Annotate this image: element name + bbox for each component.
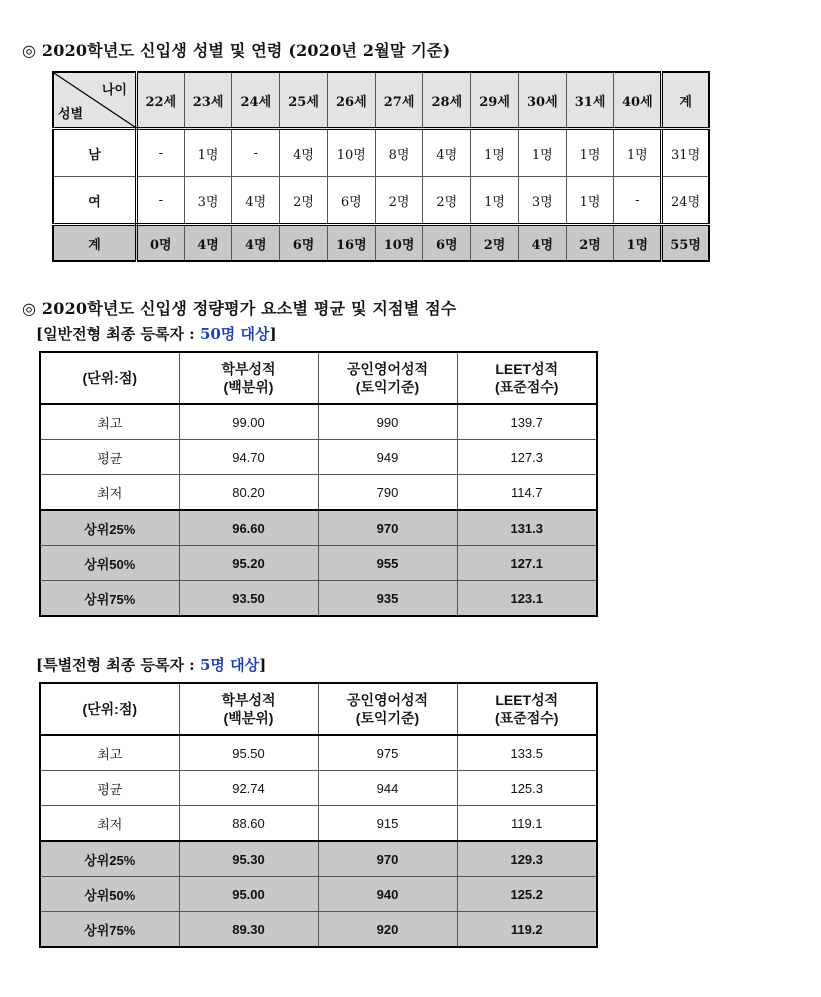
- age-column-header: 26세: [327, 72, 375, 129]
- table-row: [40, 735, 597, 771]
- row-label: 상위50%: [40, 877, 179, 912]
- table-cell: 10명: [375, 225, 423, 262]
- table-cell: 4명: [184, 225, 232, 262]
- table-cell: 127.1: [457, 546, 597, 581]
- table-row-percentile: [40, 581, 597, 617]
- table-cell: 95.50: [179, 735, 318, 771]
- table-cell: 1명: [518, 129, 566, 177]
- table-row: [40, 806, 597, 842]
- age-header-row: [53, 72, 709, 129]
- table-cell: 3명: [518, 177, 566, 225]
- column-header: 공인영어성적 (토익기준): [318, 683, 457, 735]
- row-label: 최고: [40, 735, 179, 771]
- table-cell: 93.50: [179, 581, 318, 617]
- table-cell-total: 55명: [662, 225, 709, 262]
- table-cell: 1명: [566, 129, 614, 177]
- table-row: [40, 475, 597, 511]
- title-suffix: ]: [269, 325, 277, 343]
- age-column-header: 28세: [423, 72, 471, 129]
- age-column-header: 30세: [518, 72, 566, 129]
- row-label: 평균: [40, 771, 179, 806]
- row-label: 최저: [40, 475, 179, 511]
- table-cell: 3명: [184, 177, 232, 225]
- age-column-header: 23세: [184, 72, 232, 129]
- table-cell: 1명: [471, 129, 519, 177]
- table-cell: 990: [318, 404, 457, 440]
- table-cell: 95.30: [179, 841, 318, 877]
- table-cell: 88.60: [179, 806, 318, 842]
- column-header: 공인영어성적 (토익기준): [318, 352, 457, 404]
- row-label: 계: [53, 225, 136, 262]
- table-cell: 96.60: [179, 510, 318, 546]
- table-cell: 944: [318, 771, 457, 806]
- section-title-age-gender: ◎ 2020학년도 신입생 성별 및 연령 (2020년 2월말 기준): [22, 41, 451, 60]
- table-cell: 949: [318, 440, 457, 475]
- row-label: 남: [53, 129, 136, 177]
- table-cell-total: 31명: [662, 129, 709, 177]
- table-cell: 970: [318, 841, 457, 877]
- table-cell: 0명: [136, 225, 184, 262]
- table-cell: 4명: [232, 225, 280, 262]
- row-label: 평균: [40, 440, 179, 475]
- table-cell: 1명: [471, 177, 519, 225]
- age-column-header: 27세: [375, 72, 423, 129]
- age-column-header: 22세: [136, 72, 184, 129]
- table-cell: 99.00: [179, 404, 318, 440]
- row-label: 상위75%: [40, 912, 179, 948]
- table-cell: 1명: [566, 177, 614, 225]
- special-admission-score-table: [39, 682, 598, 948]
- table-cell: 127.3: [457, 440, 597, 475]
- table-cell: 970: [318, 510, 457, 546]
- table-cell: 2명: [280, 177, 328, 225]
- table-cell: 123.1: [457, 581, 597, 617]
- table-cell: 955: [318, 546, 457, 581]
- table-row-percentile: [40, 510, 597, 546]
- table-cell: 129.3: [457, 841, 597, 877]
- table-cell: 80.20: [179, 475, 318, 511]
- table-cell: 10명: [327, 129, 375, 177]
- table-cell: 2명: [375, 177, 423, 225]
- table-cell: -: [136, 129, 184, 177]
- table-row: [40, 771, 597, 806]
- table-cell: 131.3: [457, 510, 597, 546]
- table-cell: 4명: [518, 225, 566, 262]
- table-cell: 935: [318, 581, 457, 617]
- total-column-header: 계: [662, 72, 709, 129]
- title-prefix: [일반전형 최종 등록자 :: [36, 325, 200, 343]
- section-title-scores: ◎ 2020학년도 신입생 정량평가 요소별 평균 및 지점별 점수: [22, 299, 457, 318]
- table-cell: 125.3: [457, 771, 597, 806]
- table-row-male: [53, 129, 709, 177]
- table-cell: 92.74: [179, 771, 318, 806]
- special-admission-title: [36, 654, 266, 675]
- table-cell: -: [614, 177, 662, 225]
- table-row-total: [53, 225, 709, 262]
- score-header-row: [40, 352, 597, 404]
- table-row-percentile: [40, 877, 597, 912]
- row-label: 상위25%: [40, 510, 179, 546]
- table-row: [40, 404, 597, 440]
- age-column-header: 25세: [280, 72, 328, 129]
- age-column-header: 31세: [566, 72, 614, 129]
- corner-age-label: 나이: [101, 83, 127, 98]
- table-cell: 95.00: [179, 877, 318, 912]
- table-cell: 4명: [423, 129, 471, 177]
- table-cell: 6명: [423, 225, 471, 262]
- column-header: LEET성적 (표준점수): [457, 683, 597, 735]
- table-row: [40, 440, 597, 475]
- table-cell: 114.7: [457, 475, 597, 511]
- table-cell: 6명: [327, 177, 375, 225]
- table-row-percentile: [40, 546, 597, 581]
- row-label: 상위75%: [40, 581, 179, 617]
- row-label: 최저: [40, 806, 179, 842]
- title-highlight: 5명 대상: [199, 656, 260, 674]
- row-label: 최고: [40, 404, 179, 440]
- title-suffix: ]: [259, 656, 267, 674]
- row-label: 상위25%: [40, 841, 179, 877]
- age-column-header: 29세: [471, 72, 519, 129]
- table-cell: 2명: [423, 177, 471, 225]
- title-prefix: [특별전형 최종 등록자 :: [36, 656, 200, 674]
- table-cell: 2명: [471, 225, 519, 262]
- age-gender-table: [52, 71, 710, 262]
- table-cell: 4명: [232, 177, 280, 225]
- general-admission-title: [36, 323, 277, 344]
- table-cell: 119.1: [457, 806, 597, 842]
- table-cell: 975: [318, 735, 457, 771]
- column-header: 학부성적 (백분위): [179, 352, 318, 404]
- table-row-percentile: [40, 841, 597, 877]
- corner-cell: [53, 72, 136, 129]
- table-cell: 915: [318, 806, 457, 842]
- table-cell: 1명: [614, 225, 662, 262]
- row-label: 여: [53, 177, 136, 225]
- column-header: LEET성적 (표준점수): [457, 352, 597, 404]
- table-cell: 125.2: [457, 877, 597, 912]
- table-cell: 139.7: [457, 404, 597, 440]
- unit-header: (단위:점): [40, 683, 179, 735]
- age-column-header: 40세: [614, 72, 662, 129]
- table-cell-total: 24명: [662, 177, 709, 225]
- table-cell: 94.70: [179, 440, 318, 475]
- table-cell: 119.2: [457, 912, 597, 948]
- table-cell: 6명: [280, 225, 328, 262]
- table-cell: 89.30: [179, 912, 318, 948]
- table-cell: 1명: [184, 129, 232, 177]
- table-cell: 920: [318, 912, 457, 948]
- table-cell: 4명: [280, 129, 328, 177]
- table-cell: 1명: [614, 129, 662, 177]
- title-highlight: 50명 대상: [199, 325, 270, 343]
- table-cell: 95.20: [179, 546, 318, 581]
- table-cell: 790: [318, 475, 457, 511]
- general-admission-score-table: [39, 351, 598, 617]
- table-cell: 16명: [327, 225, 375, 262]
- score-header-row: [40, 683, 597, 735]
- unit-header: (단위:점): [40, 352, 179, 404]
- table-cell: -: [232, 129, 280, 177]
- table-cell: 8명: [375, 129, 423, 177]
- table-row-female: [53, 177, 709, 225]
- table-row-percentile: [40, 912, 597, 948]
- table-cell: -: [136, 177, 184, 225]
- table-cell: 133.5: [457, 735, 597, 771]
- column-header: 학부성적 (백분위): [179, 683, 318, 735]
- age-column-header: 24세: [232, 72, 280, 129]
- corner-gender-label: 성별: [58, 107, 84, 122]
- row-label: 상위50%: [40, 546, 179, 581]
- table-cell: 940: [318, 877, 457, 912]
- table-cell: 2명: [566, 225, 614, 262]
